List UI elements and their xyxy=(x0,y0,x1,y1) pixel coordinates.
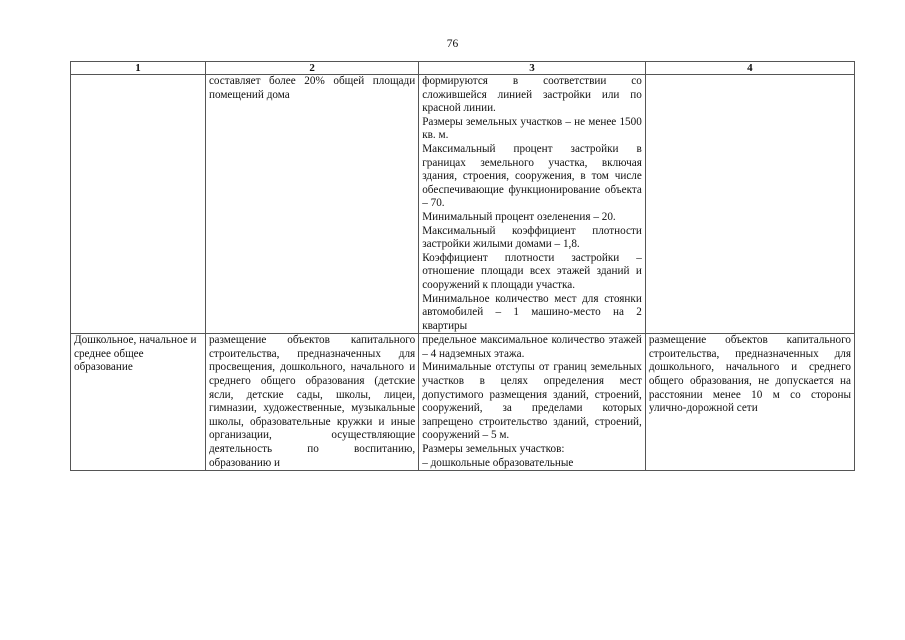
column-header-4: 4 xyxy=(645,62,854,75)
page-number: 76 xyxy=(446,38,459,50)
cell-use-description xyxy=(205,334,418,471)
column-header-2: 2 xyxy=(205,62,418,75)
cell-use-type xyxy=(71,75,206,334)
cell-restrictions xyxy=(645,75,854,334)
cell-text: Размеры земельных участков – не менее 1500 кв. м. xyxy=(422,115,642,142)
cell-text: Максимальный коэффициент плотности застройки жилыми домами – 1,8. xyxy=(422,224,642,251)
column-header-3: 3 xyxy=(419,62,646,75)
cell-restrictions xyxy=(645,334,854,471)
cell-parameters xyxy=(419,334,646,471)
cell-text: Минимальное количество мест для стоянки автомобилей – 1 машино-место на 2 квартиры xyxy=(422,292,642,332)
table-header-row xyxy=(71,62,855,75)
cell-text: предельное максимальное количество этажей – 4 надземных этажа. xyxy=(422,334,642,360)
column-header-1: 1 xyxy=(71,62,206,75)
cell-use-description xyxy=(205,75,418,334)
cell-text: размещение объектов капитального строительства, предназначенных для просвещения, дошкольного, начального и среднего общего образования (детские ясли, детские сады, школы, лицеи, гимназии, художественные, музыкальные школы, образовательные кружки и иные организации, осуществляющие деятельность по воспитанию, образованию и xyxy=(208,334,416,469)
cell-parameters xyxy=(419,75,646,334)
cell-text: составляет более 20% общей площади помещений дома xyxy=(208,75,416,101)
table-row xyxy=(71,75,855,334)
table-row xyxy=(71,334,855,471)
cell-text: формируются в соответствии со сложившейся линией застройки или по красной линии. xyxy=(422,75,642,115)
cell-text: Размеры земельных участков: xyxy=(422,443,565,456)
cell-text: размещение объектов капитального строительства, предназначенных для дошкольного, начального и среднего общего образования, не допускается на расстоянии менее 10 м со стороны улично-дорожной сети xyxy=(648,334,851,415)
cell-text: Минимальные отступы от границ земельных участков в целях определения мест допустимого размещения зданий, строений, сооружений, за пределами которых запрещено строительство зданий, строений, сооружений – 5 м. xyxy=(422,361,642,442)
zoning-table xyxy=(70,61,855,471)
cell-text: Коэффициент плотности застройки – отношение площади всех этажей зданий и сооружений к площади участка. xyxy=(422,251,642,291)
cell-text: Максимальный процент застройки в границах земельного участка, включая здания, строения, сооружения, в том числе обеспечивающие функционирование объекта – 70. xyxy=(422,142,642,210)
cell-text: Минимальный процент озеленения – 20. xyxy=(422,210,616,223)
cell-use-type xyxy=(71,334,206,471)
cell-text: Дошкольное, начальное и среднее общее образование xyxy=(74,334,197,374)
cell-text: – дошкольные образовательные xyxy=(422,456,574,469)
